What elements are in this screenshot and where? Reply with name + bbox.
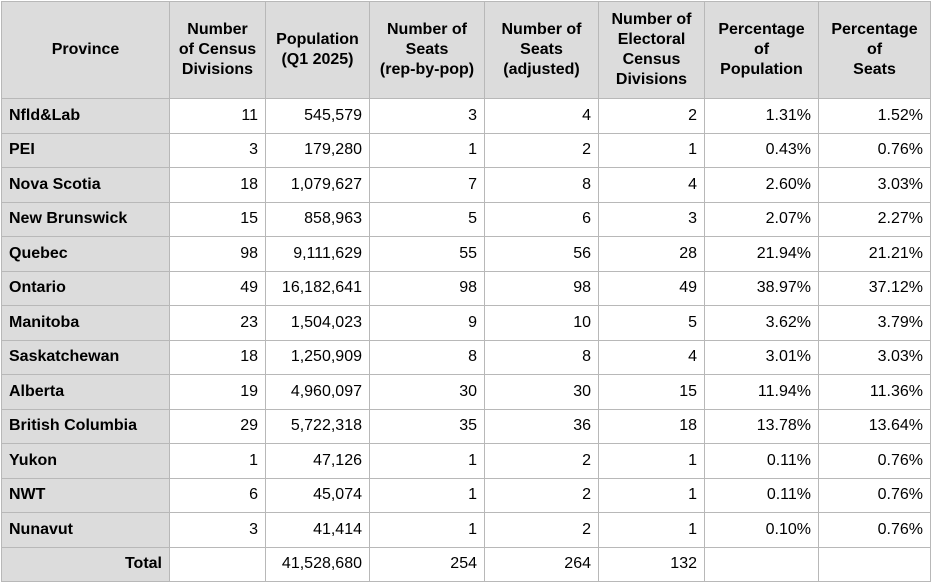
percentage-population-cell: 11.94%	[705, 375, 819, 410]
province-name-cell: Saskatchewan	[2, 340, 170, 375]
electoral-census-divisions-cell: 1	[599, 478, 705, 513]
total-census-divisions	[170, 547, 266, 582]
seats-adjusted-cell: 6	[485, 202, 599, 237]
seats-adjusted-cell: 10	[485, 306, 599, 341]
province-name-cell: Yukon	[2, 444, 170, 479]
total-seats-rep-by-pop: 254	[370, 547, 485, 582]
header-census-divisions: Number of Census Divisions	[170, 2, 266, 99]
table-row	[2, 375, 931, 410]
population-cell: 545,579	[266, 99, 370, 134]
percentage-population-cell: 2.60%	[705, 168, 819, 203]
seats-adjusted-cell: 4	[485, 99, 599, 134]
header-electoral-census-divisions: Number of Electoral Census Divisions	[599, 2, 705, 99]
table-row	[2, 237, 931, 272]
percentage-seats-cell: 21.21%	[819, 237, 931, 272]
total-label: Total	[2, 547, 170, 582]
total-population: 41,528,680	[266, 547, 370, 582]
electoral-census-divisions-cell: 4	[599, 168, 705, 203]
census-divisions-cell: 18	[170, 340, 266, 375]
census-divisions-cell: 3	[170, 133, 266, 168]
percentage-seats-cell: 0.76%	[819, 444, 931, 479]
percentage-population-cell: 0.10%	[705, 513, 819, 548]
percentage-seats-cell: 11.36%	[819, 375, 931, 410]
province-name-cell: British Columbia	[2, 409, 170, 444]
province-name-cell: Nova Scotia	[2, 168, 170, 203]
province-name-cell: Nfld&Lab	[2, 99, 170, 134]
percentage-seats-cell: 3.79%	[819, 306, 931, 341]
census-divisions-cell: 1	[170, 444, 266, 479]
seats-adjusted-cell: 2	[485, 478, 599, 513]
seats-rep-by-pop-cell: 98	[370, 271, 485, 306]
table-row	[2, 444, 931, 479]
seats-rep-by-pop-cell: 30	[370, 375, 485, 410]
seats-rep-by-pop-cell: 55	[370, 237, 485, 272]
electoral-census-divisions-cell: 1	[599, 513, 705, 548]
header-province: Province	[2, 2, 170, 99]
population-cell: 16,182,641	[266, 271, 370, 306]
census-divisions-cell: 49	[170, 271, 266, 306]
census-divisions-cell: 23	[170, 306, 266, 341]
seats-adjusted-cell: 2	[485, 513, 599, 548]
population-cell: 1,504,023	[266, 306, 370, 341]
total-percentage-seats	[819, 547, 931, 582]
seats-rep-by-pop-cell: 3	[370, 99, 485, 134]
population-cell: 1,079,627	[266, 168, 370, 203]
percentage-population-cell: 0.11%	[705, 478, 819, 513]
population-cell: 45,074	[266, 478, 370, 513]
electoral-census-divisions-cell: 28	[599, 237, 705, 272]
header-seats-rep-by-pop: Number of Seats (rep-by-pop)	[370, 2, 485, 99]
percentage-seats-cell: 13.64%	[819, 409, 931, 444]
census-divisions-cell: 98	[170, 237, 266, 272]
seats-rep-by-pop-cell: 7	[370, 168, 485, 203]
population-cell: 47,126	[266, 444, 370, 479]
population-cell: 858,963	[266, 202, 370, 237]
percentage-population-cell: 3.62%	[705, 306, 819, 341]
electoral-census-divisions-cell: 1	[599, 444, 705, 479]
province-name-cell: Alberta	[2, 375, 170, 410]
header-percentage-seats: Percentage of Seats	[819, 2, 931, 99]
population-cell: 41,414	[266, 513, 370, 548]
electoral-census-divisions-cell: 5	[599, 306, 705, 341]
seats-rep-by-pop-cell: 5	[370, 202, 485, 237]
seats-rep-by-pop-cell: 1	[370, 133, 485, 168]
province-name-cell: NWT	[2, 478, 170, 513]
percentage-population-cell: 3.01%	[705, 340, 819, 375]
header-seats-adjusted: Number of Seats (adjusted)	[485, 2, 599, 99]
table-row	[2, 340, 931, 375]
percentage-seats-cell: 1.52%	[819, 99, 931, 134]
table-body	[2, 99, 931, 582]
percentage-seats-cell: 37.12%	[819, 271, 931, 306]
census-divisions-cell: 15	[170, 202, 266, 237]
percentage-population-cell: 38.97%	[705, 271, 819, 306]
total-seats-adjusted: 264	[485, 547, 599, 582]
census-divisions-cell: 29	[170, 409, 266, 444]
header-row	[2, 2, 931, 99]
seats-adjusted-cell: 8	[485, 340, 599, 375]
electoral-census-divisions-cell: 15	[599, 375, 705, 410]
census-divisions-cell: 19	[170, 375, 266, 410]
table-row	[2, 168, 931, 203]
census-divisions-cell: 11	[170, 99, 266, 134]
table-row	[2, 306, 931, 341]
census-divisions-cell: 18	[170, 168, 266, 203]
province-name-cell: Quebec	[2, 237, 170, 272]
table-row	[2, 271, 931, 306]
seats-adjusted-cell: 2	[485, 133, 599, 168]
table-row	[2, 99, 931, 134]
seats-adjusted-cell: 8	[485, 168, 599, 203]
percentage-seats-cell: 0.76%	[819, 513, 931, 548]
electoral-census-divisions-cell: 3	[599, 202, 705, 237]
province-seat-table	[1, 1, 931, 582]
seats-rep-by-pop-cell: 1	[370, 478, 485, 513]
seats-adjusted-cell: 30	[485, 375, 599, 410]
percentage-population-cell: 2.07%	[705, 202, 819, 237]
seats-rep-by-pop-cell: 8	[370, 340, 485, 375]
census-divisions-cell: 6	[170, 478, 266, 513]
province-name-cell: Ontario	[2, 271, 170, 306]
population-cell: 1,250,909	[266, 340, 370, 375]
province-name-cell: Nunavut	[2, 513, 170, 548]
seats-adjusted-cell: 98	[485, 271, 599, 306]
seats-rep-by-pop-cell: 9	[370, 306, 485, 341]
total-percentage-population	[705, 547, 819, 582]
census-divisions-cell: 3	[170, 513, 266, 548]
electoral-census-divisions-cell: 49	[599, 271, 705, 306]
percentage-population-cell: 13.78%	[705, 409, 819, 444]
table-row	[2, 513, 931, 548]
seats-rep-by-pop-cell: 35	[370, 409, 485, 444]
percentage-population-cell: 0.11%	[705, 444, 819, 479]
header-percentage-population: Percentage of Population	[705, 2, 819, 99]
table-row	[2, 202, 931, 237]
table-row	[2, 478, 931, 513]
seats-rep-by-pop-cell: 1	[370, 513, 485, 548]
table-row	[2, 409, 931, 444]
province-name-cell: New Brunswick	[2, 202, 170, 237]
province-name-cell: Manitoba	[2, 306, 170, 341]
population-cell: 4,960,097	[266, 375, 370, 410]
seats-rep-by-pop-cell: 1	[370, 444, 485, 479]
percentage-seats-cell: 3.03%	[819, 340, 931, 375]
province-name-cell: PEI	[2, 133, 170, 168]
seats-adjusted-cell: 56	[485, 237, 599, 272]
header-population: Population (Q1 2025)	[266, 2, 370, 99]
electoral-census-divisions-cell: 4	[599, 340, 705, 375]
electoral-census-divisions-cell: 2	[599, 99, 705, 134]
population-cell: 5,722,318	[266, 409, 370, 444]
percentage-population-cell: 21.94%	[705, 237, 819, 272]
electoral-census-divisions-cell: 18	[599, 409, 705, 444]
seats-adjusted-cell: 36	[485, 409, 599, 444]
seats-adjusted-cell: 2	[485, 444, 599, 479]
electoral-census-divisions-cell: 1	[599, 133, 705, 168]
population-cell: 9,111,629	[266, 237, 370, 272]
percentage-seats-cell: 3.03%	[819, 168, 931, 203]
percentage-seats-cell: 0.76%	[819, 133, 931, 168]
table-header	[2, 2, 931, 99]
total-row	[2, 547, 931, 582]
population-cell: 179,280	[266, 133, 370, 168]
percentage-seats-cell: 0.76%	[819, 478, 931, 513]
percentage-population-cell: 1.31%	[705, 99, 819, 134]
total-electoral-census-divisions: 132	[599, 547, 705, 582]
table-row	[2, 133, 931, 168]
percentage-population-cell: 0.43%	[705, 133, 819, 168]
percentage-seats-cell: 2.27%	[819, 202, 931, 237]
